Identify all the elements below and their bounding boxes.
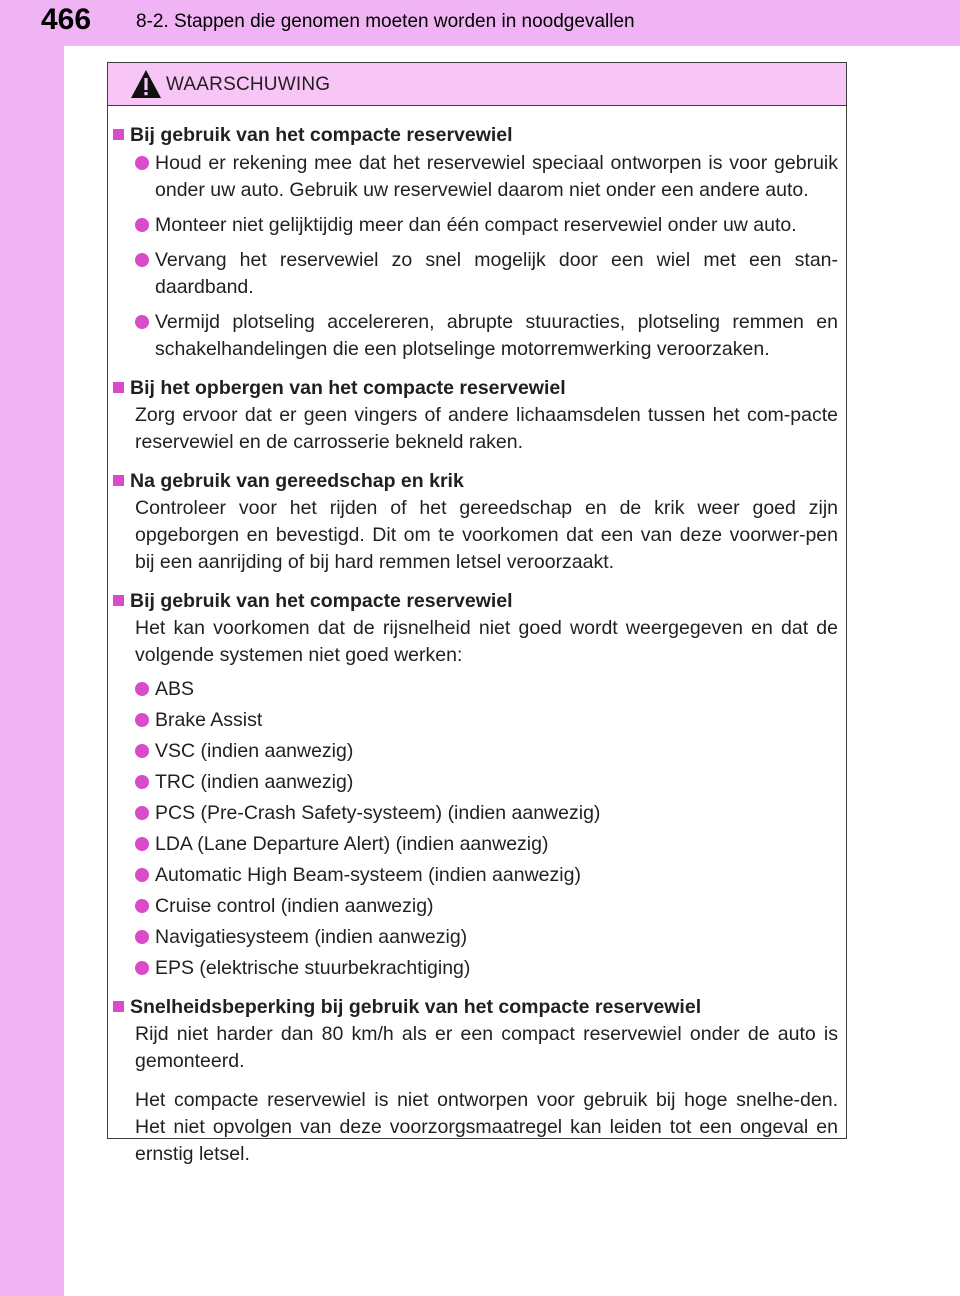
list-item: ABS xyxy=(135,676,838,703)
square-bullet-icon xyxy=(113,475,124,486)
dot-bullet-icon xyxy=(135,682,149,696)
section-heading xyxy=(113,468,838,494)
section-systems-affected xyxy=(113,588,838,982)
section-heading xyxy=(113,588,838,614)
section-text: Rijd niet harder dan 80 km/h als er een compact reservewiel onder de auto is gemonteerd. xyxy=(135,1023,838,1072)
dot-bullet-icon xyxy=(135,868,149,882)
section-title: Bij gebruik van het compacte reservewiel xyxy=(130,124,513,146)
warning-triangle-icon xyxy=(130,69,162,99)
list-item: Vervang het reservewiel zo snel mogelijk door een wiel met een stan-daardband. xyxy=(135,247,838,301)
dot-bullet-icon xyxy=(135,775,149,789)
list-item: Brake Assist xyxy=(135,707,838,734)
dot-bullet-icon xyxy=(135,218,149,232)
chapter-title: 8-2. Stappen die genomen moeten worden in noodgevallen xyxy=(136,11,635,32)
page-number: 466 xyxy=(40,3,92,36)
section-title: Na gebruik van gereedschap en krik xyxy=(130,470,464,492)
warning-label: WAARSCHUWING xyxy=(166,74,331,95)
section-heading xyxy=(113,375,838,401)
section-storing-spare xyxy=(113,375,838,456)
list-item: LDA (Lane Departure Alert) (indien aanwezig) xyxy=(135,831,838,858)
list-item: Automatic High Beam-systeem (indien aanwezig) xyxy=(135,862,838,889)
square-bullet-icon xyxy=(113,595,124,606)
dot-bullet-icon xyxy=(135,744,149,758)
section-title: Bij het opbergen van het compacte reservewiel xyxy=(130,377,566,399)
section-text: Controleer voor het rijden of het gereedschap en de krik weer goed zijn opgeborgen en bevestigd. Dit om te voorkomen dat een van deze voorwer-pen bij een aanrijding of bij hard remmen letsel veroorzaakt. xyxy=(135,497,838,573)
dot-bullet-icon xyxy=(135,253,149,267)
section-compact-spare-use xyxy=(113,122,838,363)
dot-bullet-icon xyxy=(135,961,149,975)
section-heading xyxy=(113,122,838,148)
list-item: Navigatiesysteem (indien aanwezig) xyxy=(135,924,838,951)
dot-bullet-icon xyxy=(135,899,149,913)
list-item: TRC (indien aanwezig) xyxy=(135,769,838,796)
section-text: Zorg ervoor dat er geen vingers of andere lichaamsdelen tussen het com-pacte reservewiel en de carrosserie bekneld raken. xyxy=(135,404,838,453)
square-bullet-icon xyxy=(113,382,124,393)
warning-header xyxy=(108,63,846,106)
square-bullet-icon xyxy=(113,129,124,140)
list-item: PCS (Pre-Crash Safety-systeem) (indien aanwezig) xyxy=(135,800,838,827)
warning-content xyxy=(108,106,846,1168)
dot-bullet-icon xyxy=(135,806,149,820)
list-item: Monteer niet gelijktijdig meer dan één compact reservewiel onder uw auto. xyxy=(135,212,838,239)
section-heading xyxy=(113,994,838,1020)
list-item: EPS (elektrische stuurbekrachtiging) xyxy=(135,955,838,982)
dot-bullet-icon xyxy=(135,315,149,329)
section-title: Bij gebruik van het compacte reservewiel xyxy=(130,590,513,612)
section-title: Snelheidsbeperking bij gebruik van het compacte reservewiel xyxy=(130,996,702,1018)
square-bullet-icon xyxy=(113,1001,124,1012)
list-item: Houd er rekening mee dat het reservewiel speciaal ontworpen is voor gebruik onder uw auto. Gebruik uw reservewiel daarom niet onder een andere auto. xyxy=(135,150,838,204)
section-tools-and-jack xyxy=(113,468,838,576)
left-margin-band xyxy=(0,0,64,1296)
bullet-list xyxy=(113,150,838,363)
dot-bullet-icon xyxy=(135,713,149,727)
list-item: VSC (indien aanwezig) xyxy=(135,738,838,765)
warning-box xyxy=(107,62,847,1165)
dot-bullet-icon xyxy=(135,930,149,944)
section-text-2: Het compacte reservewiel is niet ontworpen voor gebruik bij hoge snelhe-den. Het niet opvolgen van deze voorzorgsmaatregel kan leiden tot een ongeval en ernstig letsel. xyxy=(135,1089,838,1165)
dot-bullet-icon xyxy=(135,156,149,170)
list-item: Vermijd plotseling accelereren, abrupte stuuracties, plotseling remmen en schakelhandelingen die een plotselinge motorremwerking veroorzaken. xyxy=(135,309,838,363)
list-item: Cruise control (indien aanwezig) xyxy=(135,893,838,920)
dot-bullet-icon xyxy=(135,837,149,851)
systems-list xyxy=(113,676,838,982)
section-text: Het kan voorkomen dat de rijsnelheid niet goed wordt weergegeven en dat de volgende systemen niet goed werken: xyxy=(135,617,838,666)
section-speed-limit xyxy=(113,994,838,1168)
